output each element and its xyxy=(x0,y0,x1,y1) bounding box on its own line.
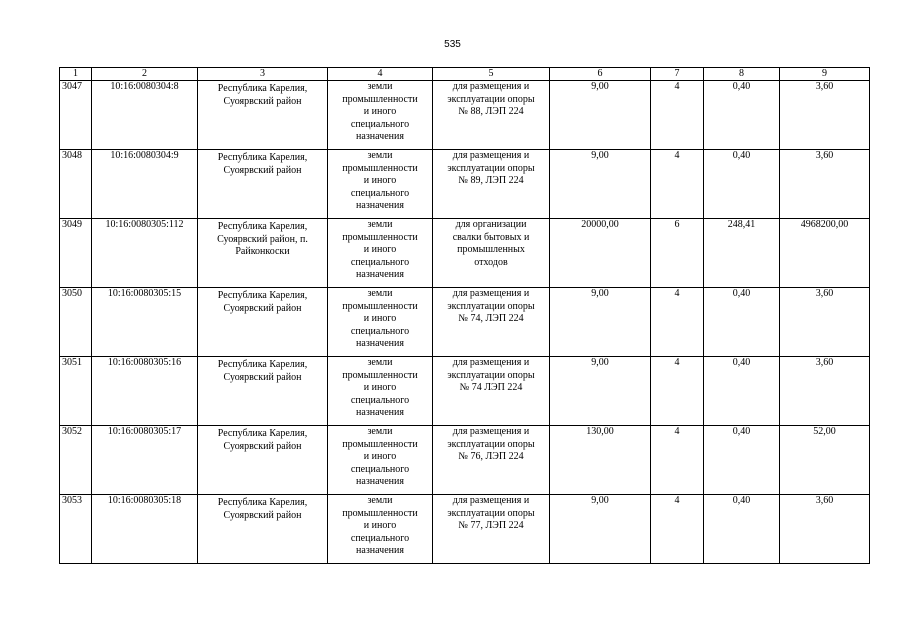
land-category-cell-line: и иного xyxy=(363,244,397,255)
purpose-cell-line: эксплуатации опоры xyxy=(447,369,535,381)
land-category-cell xyxy=(328,150,433,219)
location-cell-line: Суоярвский район xyxy=(223,509,302,521)
column-header-4: 4 xyxy=(328,68,433,81)
value-col-9: 3,60 xyxy=(780,81,870,150)
value-col-6: 9,00 xyxy=(550,357,651,426)
value-col-8: 0,40 xyxy=(704,81,780,150)
land-category-cell-line: земли xyxy=(367,81,393,92)
column-header-3: 3 xyxy=(198,68,328,81)
purpose-cell-line: № 76, ЛЭП 224 xyxy=(458,451,524,462)
land-category-cell-line: земли xyxy=(367,426,393,437)
location-cell-line: Суоярвский район xyxy=(223,440,302,452)
page-number: 535 xyxy=(444,39,461,50)
value-col-7: 4 xyxy=(651,81,704,150)
value-col-9: 3,60 xyxy=(780,150,870,219)
cadastral-number: 10:16:0080304:9 xyxy=(92,150,198,219)
table-row xyxy=(60,219,870,288)
purpose-cell-line: эксплуатации опоры xyxy=(447,438,535,450)
column-header-9: 9 xyxy=(780,68,870,81)
column-header-2: 2 xyxy=(92,68,198,81)
land-category-cell-line: и иного xyxy=(363,106,397,117)
purpose-cell-line: для размещения и xyxy=(452,495,530,506)
table-row xyxy=(60,495,870,564)
land-category-cell-line: земли xyxy=(367,495,393,506)
cadastral-number: 10:16:0080305:112 xyxy=(92,219,198,288)
land-category-cell-line: промышленности xyxy=(342,162,418,174)
land-category-cell-line: промышленности xyxy=(342,438,418,450)
purpose-cell xyxy=(433,495,550,564)
land-category-cell-line: промышленности xyxy=(342,507,418,519)
purpose-cell-line: для размещения и xyxy=(452,357,530,368)
purpose-cell-line: эксплуатации опоры xyxy=(447,507,535,519)
location-cell xyxy=(198,357,328,426)
land-category-cell-line: специального xyxy=(350,532,410,544)
purpose-cell-line: для размещения и xyxy=(452,288,530,299)
land-category-cell-line: земли xyxy=(367,219,393,230)
location-cell-line: Райконкоски xyxy=(235,246,290,257)
row-number: 3050 xyxy=(60,288,92,357)
purpose-cell-line: № 77, ЛЭП 224 xyxy=(458,520,524,531)
location-cell xyxy=(198,495,328,564)
location-cell-line: Республика Карелия, xyxy=(217,83,308,94)
land-category-cell-line: назначения xyxy=(356,545,404,556)
land-category-cell-line: специального xyxy=(350,118,410,130)
value-col-7: 4 xyxy=(651,150,704,219)
value-col-7: 4 xyxy=(651,426,704,495)
value-col-6: 130,00 xyxy=(550,426,651,495)
land-category-cell-line: земли xyxy=(367,288,393,299)
location-cell-line: Суоярвский район xyxy=(223,302,302,314)
purpose-cell xyxy=(433,150,550,219)
value-col-7: 6 xyxy=(651,219,704,288)
table-row xyxy=(60,81,870,150)
land-category-cell-line: назначения xyxy=(356,476,404,487)
land-category-cell-line: специального xyxy=(350,394,410,406)
row-number: 3052 xyxy=(60,426,92,495)
land-category-cell-line: и иного xyxy=(363,382,397,393)
land-category-cell-line: и иного xyxy=(363,313,397,324)
purpose-cell-line: № 88, ЛЭП 224 xyxy=(458,106,524,117)
purpose-cell-line: свалки бытовых и xyxy=(452,231,530,243)
value-col-8: 248,41 xyxy=(704,219,780,288)
land-category-cell-line: назначения xyxy=(356,407,404,418)
land-category-cell xyxy=(328,495,433,564)
cadastral-number: 10:16:0080305:15 xyxy=(92,288,198,357)
cadastral-number: 10:16:0080305:18 xyxy=(92,495,198,564)
land-category-cell xyxy=(328,81,433,150)
location-cell-line: Республика Карелия, xyxy=(217,290,308,301)
land-category-cell-line: назначения xyxy=(356,200,404,211)
value-col-8: 0,40 xyxy=(704,288,780,357)
purpose-cell-line: отходов xyxy=(474,256,508,268)
purpose-cell-line: эксплуатации опоры xyxy=(447,162,535,174)
purpose-cell-line: для размещения и xyxy=(452,426,530,437)
land-category-cell-line: назначения xyxy=(356,338,404,349)
column-header-8: 8 xyxy=(704,68,780,81)
land-category-cell-line: промышленности xyxy=(342,369,418,381)
purpose-cell-line: эксплуатации опоры xyxy=(447,93,535,105)
land-category-cell-line: и иного xyxy=(363,175,397,186)
value-col-6: 9,00 xyxy=(550,495,651,564)
value-col-8: 0,40 xyxy=(704,495,780,564)
row-number: 3053 xyxy=(60,495,92,564)
value-col-6: 20000,00 xyxy=(550,219,651,288)
purpose-cell-line: № 89, ЛЭП 224 xyxy=(458,175,524,186)
land-category-cell-line: назначения xyxy=(356,269,404,280)
purpose-cell-line: для организации xyxy=(455,219,527,230)
land-category-cell-line: специального xyxy=(350,256,410,268)
purpose-cell xyxy=(433,426,550,495)
land-category-cell-line: промышленности xyxy=(342,93,418,105)
land-category-cell-line: специального xyxy=(350,187,410,199)
value-col-8: 0,40 xyxy=(704,357,780,426)
land-category-cell-line: и иного xyxy=(363,451,397,462)
location-cell-line: Республика Карелия, xyxy=(217,359,308,370)
column-number-row xyxy=(60,68,870,81)
purpose-cell-line: для размещения и xyxy=(452,150,530,161)
land-category-cell-line: промышленности xyxy=(342,231,418,243)
land-category-cell-line: земли xyxy=(367,357,393,368)
value-col-7: 4 xyxy=(651,357,704,426)
table-body xyxy=(60,81,870,564)
land-category-cell-line: промышленности xyxy=(342,300,418,312)
row-number: 3048 xyxy=(60,150,92,219)
value-col-6: 9,00 xyxy=(550,150,651,219)
land-registry-table xyxy=(59,67,870,564)
cadastral-number: 10:16:0080304:8 xyxy=(92,81,198,150)
value-col-7: 4 xyxy=(651,495,704,564)
land-category-cell-line: специального xyxy=(350,325,410,337)
purpose-cell xyxy=(433,288,550,357)
land-category-cell-line: земли xyxy=(367,150,393,161)
value-col-8: 0,40 xyxy=(704,150,780,219)
location-cell-line: Суоярвский район xyxy=(223,164,302,176)
purpose-cell-line: эксплуатации опоры xyxy=(447,300,535,312)
land-category-cell xyxy=(328,219,433,288)
land-category-cell-line: и иного xyxy=(363,520,397,531)
location-cell xyxy=(198,426,328,495)
location-cell-line: Республика Карелия, xyxy=(217,428,308,439)
purpose-cell xyxy=(433,357,550,426)
table-row xyxy=(60,357,870,426)
land-category-cell-line: назначения xyxy=(356,131,404,142)
location-cell-line: Республика Карелия, xyxy=(217,221,308,232)
land-category-cell xyxy=(328,426,433,495)
table-row xyxy=(60,150,870,219)
location-cell xyxy=(198,81,328,150)
purpose-cell xyxy=(433,219,550,288)
value-col-6: 9,00 xyxy=(550,288,651,357)
location-cell xyxy=(198,288,328,357)
purpose-cell-line: промышленных xyxy=(457,244,525,255)
purpose-cell-line: для размещения и xyxy=(452,81,530,92)
row-number: 3049 xyxy=(60,219,92,288)
table-row xyxy=(60,426,870,495)
column-header-7: 7 xyxy=(651,68,704,81)
table-row xyxy=(60,288,870,357)
column-header-6: 6 xyxy=(550,68,651,81)
purpose-cell-line: № 74, ЛЭП 224 xyxy=(458,313,524,324)
cadastral-number: 10:16:0080305:17 xyxy=(92,426,198,495)
location-cell xyxy=(198,219,328,288)
value-col-9: 4968200,00 xyxy=(780,219,870,288)
location-cell-line: Суоярвский район xyxy=(223,95,302,107)
purpose-cell-line: № 74 ЛЭП 224 xyxy=(459,382,523,393)
location-cell-line: Суоярвский район xyxy=(223,371,302,383)
column-header-5: 5 xyxy=(433,68,550,81)
value-col-9: 3,60 xyxy=(780,357,870,426)
value-col-7: 4 xyxy=(651,288,704,357)
value-col-6: 9,00 xyxy=(550,81,651,150)
land-category-cell xyxy=(328,357,433,426)
purpose-cell xyxy=(433,81,550,150)
row-number: 3051 xyxy=(60,357,92,426)
cadastral-number: 10:16:0080305:16 xyxy=(92,357,198,426)
location-cell-line: Суоярвский район, п. xyxy=(217,233,308,245)
land-category-cell-line: специального xyxy=(350,463,410,475)
value-col-9: 3,60 xyxy=(780,288,870,357)
location-cell-line: Республика Карелия, xyxy=(217,497,308,508)
row-number: 3047 xyxy=(60,81,92,150)
land-category-cell xyxy=(328,288,433,357)
location-cell-line: Республика Карелия, xyxy=(217,152,308,163)
value-col-8: 0,40 xyxy=(704,426,780,495)
value-col-9: 3,60 xyxy=(780,495,870,564)
location-cell xyxy=(198,150,328,219)
column-header-1: 1 xyxy=(60,68,92,81)
value-col-9: 52,00 xyxy=(780,426,870,495)
